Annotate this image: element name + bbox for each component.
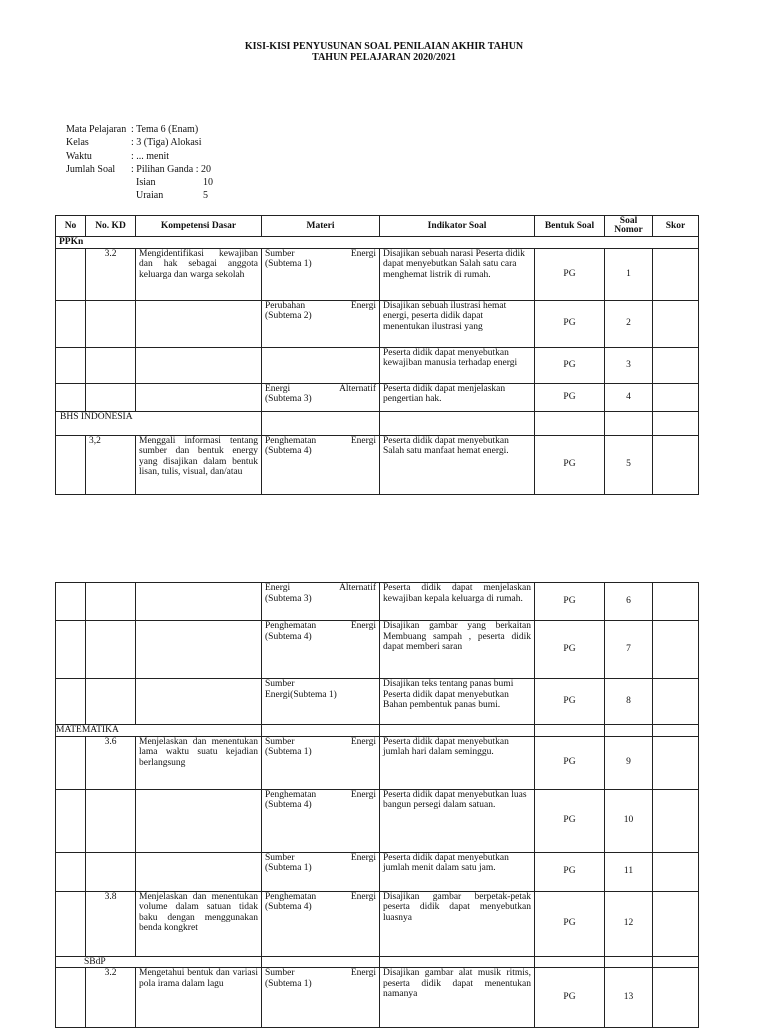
nomor-cell: 11 — [605, 852, 653, 891]
table-row — [56, 736, 699, 789]
materi-cell: Penghematan Energi (Subtema 4) — [262, 621, 380, 679]
meta-value: : 3 (Tiga) Alokasi — [131, 137, 202, 149]
bentuk-cell: PG — [535, 852, 605, 891]
indikator-cell: Disajikan gambar berpetak-petak peserta didik dapat menyebutkan luasnya — [380, 891, 535, 956]
materi-cell: Penghematan Energi (Subtema 4) — [262, 789, 380, 852]
meta-value: 10 — [203, 177, 213, 189]
table-row — [56, 435, 699, 494]
materi-cell: Energi Alternatif (Subtema 3) — [262, 383, 380, 411]
bentuk-cell: PG — [535, 968, 605, 1028]
table-header-row — [56, 216, 699, 237]
table-row — [56, 789, 699, 852]
nomor-cell: 2 — [605, 300, 653, 347]
table-row — [56, 583, 699, 621]
nomor-cell: 8 — [605, 679, 653, 725]
table-row — [56, 852, 699, 891]
bentuk-cell: PG — [535, 383, 605, 411]
nomor-cell: 13 — [605, 968, 653, 1028]
table-row — [56, 300, 699, 347]
section-row — [56, 725, 699, 737]
meta-label: Waktu — [66, 150, 92, 162]
indikator-cell: Peserta didik dapat menyebutkan jumlah menit dalam satu jam. — [380, 852, 535, 891]
materi-cell: Sumber Energi (Subtema 1) — [262, 736, 380, 789]
kd-cell: 3.2 — [86, 968, 136, 1028]
kisi-table-2 — [55, 582, 699, 1028]
nomor-cell: 5 — [605, 435, 653, 494]
kd-cell: 3,2 — [86, 435, 136, 494]
table-row — [56, 679, 699, 725]
bentuk-cell: PG — [535, 435, 605, 494]
indikator-cell: Disajikan sebuah ilustrasi hemat energi, peserta didik dapat menentukan ilustrasi yang — [380, 300, 535, 347]
section-label: MATEMATIKA — [56, 725, 262, 737]
table-row — [56, 347, 699, 383]
meta-value: : ... menit — [131, 150, 170, 162]
kd-cell: 3.6 — [86, 736, 136, 789]
indikator-cell: Peserta didik dapat menjelaskan pengertian hak. — [380, 383, 535, 411]
section-label: SBdP — [56, 956, 262, 968]
col-header: Indikator Soal — [380, 216, 535, 237]
meta-label: Isian — [136, 177, 156, 189]
section-row — [56, 237, 699, 249]
materi-cell: Penghematan Energi (Subtema 4) — [262, 891, 380, 956]
document-subtitle: TAHUN PELAJARAN 2020/2021 — [312, 52, 456, 63]
table-row — [56, 968, 699, 1028]
meta-label: Mata Pelajaran — [66, 124, 127, 135]
bentuk-cell: PG — [535, 621, 605, 679]
materi-cell: Perubahan Energi (Subtema 2) — [262, 300, 380, 347]
bentuk-cell: PG — [535, 583, 605, 621]
section-row — [56, 956, 699, 968]
meta-label: Uraian — [136, 190, 164, 202]
section-label: BHS INDONESIA — [56, 411, 262, 435]
bentuk-cell: PG — [535, 300, 605, 347]
indikator-cell: Disajikan sebuah narasi Peserta didik dapat menyebutkan Salah satu cara menghemat listrik di rumah. — [380, 248, 535, 300]
col-header: No — [56, 216, 86, 237]
indikator-cell: Peserta didik dapat menjelaskan kewajiban kepala keluarga di rumah. — [380, 583, 535, 621]
materi-cell: Energi Alternatif (Subtema 3) — [262, 583, 380, 621]
meta-label: Jumlah Soal — [66, 163, 116, 175]
nomor-cell: 12 — [605, 891, 653, 956]
col-header: Kompetensi Dasar — [136, 216, 262, 237]
kisi-table-1 — [55, 215, 699, 495]
bentuk-cell: PG — [535, 679, 605, 725]
document-title: KISI-KISI PENYUSUNAN SOAL PENILAIAN AKHIR TAHUN — [244, 41, 524, 52]
nomor-cell: 4 — [605, 383, 653, 411]
materi-cell: Penghematan Energi (Subtema 4) — [262, 435, 380, 494]
bentuk-cell: PG — [535, 347, 605, 383]
nomor-cell: 6 — [605, 583, 653, 621]
section-row — [56, 411, 699, 435]
section-label: PPKn — [56, 237, 699, 249]
indikator-cell: Peserta didik dapat menyebutkan kewajiban manusia terhadap energi — [380, 347, 535, 383]
bentuk-cell: PG — [535, 891, 605, 956]
nomor-cell: 10 — [605, 789, 653, 852]
col-header: Materi — [262, 216, 380, 237]
table-row — [56, 891, 699, 956]
kompetensi-cell: Menggali informasi tentang sumber dan bentuk energy yang disajikan dalam bentuk lisan, tulis, visual, dan/atau — [136, 435, 262, 494]
meta-value: : Tema 6 (Enam) — [131, 124, 199, 135]
table-row — [56, 621, 699, 679]
indikator-cell: Disajikan gambar alat musik ritmis, peserta didik dapat menentukan namanya — [380, 968, 535, 1028]
meta-value: : Pilihan Ganda : 20 — [131, 163, 211, 175]
nomor-cell: 3 — [605, 347, 653, 383]
materi-cell: Sumber Energi (Subtema 1) — [262, 968, 380, 1028]
materi-cell: Sumber Energi(Subtema 1) — [262, 679, 380, 725]
meta-value: 5 — [203, 190, 208, 202]
kompetensi-cell: Mengidentifikasi kewajiban dan hak sebagai anggota keluarga dan warga sekolah — [136, 248, 262, 300]
bentuk-cell: PG — [535, 736, 605, 789]
bentuk-cell: PG — [535, 248, 605, 300]
nomor-cell: 7 — [605, 621, 653, 679]
meta-label: Kelas — [66, 137, 89, 149]
indikator-cell: Disajikan teks tentang panas bumi Peserta didik dapat menyebutkan Bahan pembentuk panas bumi. — [380, 679, 535, 725]
table-row — [56, 248, 699, 300]
nomor-cell: 9 — [605, 736, 653, 789]
nomor-cell: 1 — [605, 248, 653, 300]
col-header: Skor — [653, 216, 699, 237]
kompetensi-cell: Menjelaskan dan menentukan volume dalam satuan tidak baku dengan menggunakan benda kongkret — [136, 891, 262, 956]
col-header: No. KD — [86, 216, 136, 237]
bentuk-cell: PG — [535, 789, 605, 852]
kd-cell: 3.2 — [86, 248, 136, 300]
kompetensi-cell: Menjelaskan dan menentukan lama waktu suatu kejadian berlangsung — [136, 736, 262, 789]
indikator-cell: Peserta didik dapat menyebutkan Salah satu manfaat hemat energi. — [380, 435, 535, 494]
indikator-cell: Peserta didik dapat menyebutkan luas bangun persegi dalam satuan. — [380, 789, 535, 852]
col-header: Soal Nomor — [605, 216, 653, 237]
materi-cell: Sumber Energi (Subtema 1) — [262, 248, 380, 300]
col-header: Bentuk Soal — [535, 216, 605, 237]
kompetensi-cell: Mengetahui bentuk dan variasi pola irama dalam lagu — [136, 968, 262, 1028]
indikator-cell: Peserta didik dapat menyebutkan jumlah hari dalam seminggu. — [380, 736, 535, 789]
materi-cell: Sumber Energi (Subtema 1) — [262, 852, 380, 891]
indikator-cell: Disajikan gambar yang berkaitan Membuang sampah , peserta didik dapat memberi saran — [380, 621, 535, 679]
table-row — [56, 383, 699, 411]
kd-cell: 3.8 — [86, 891, 136, 956]
